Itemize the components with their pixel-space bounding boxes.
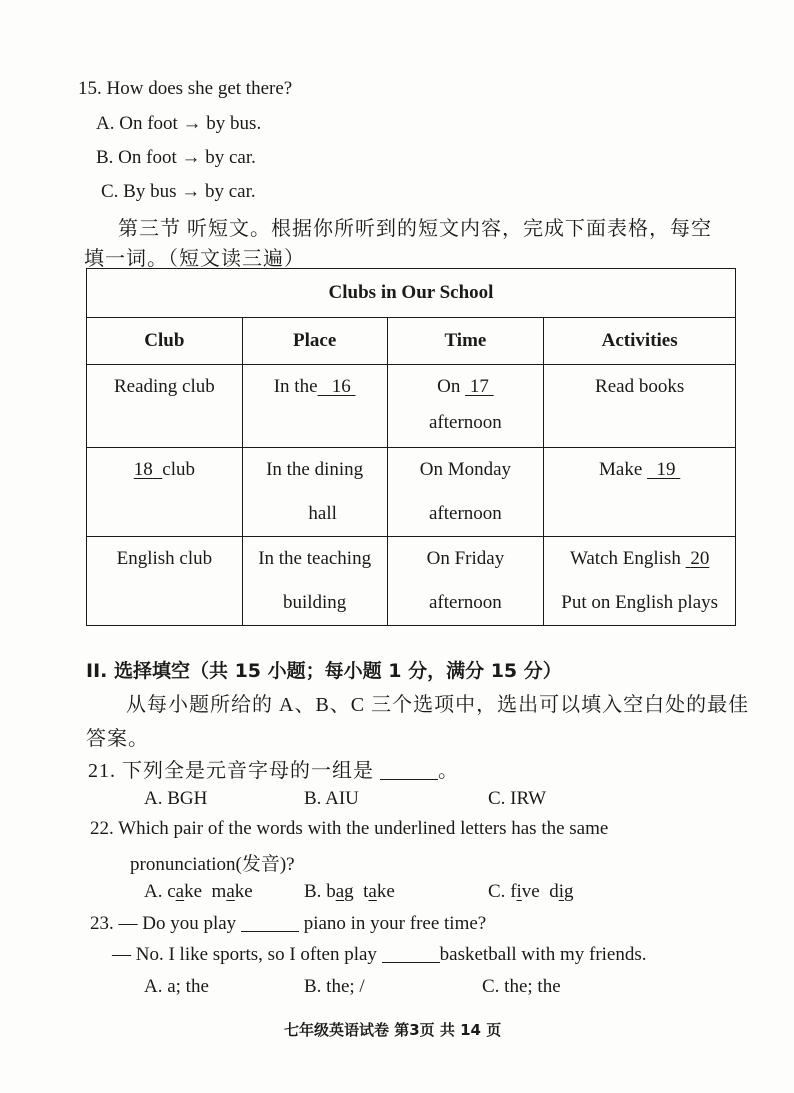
q15-option-a: A. On foot → by bus. — [96, 113, 262, 134]
table-row — [87, 537, 736, 626]
blank-17[interactable]: 17 — [469, 376, 489, 397]
table-row — [87, 365, 736, 448]
q15-option-b: B. On foot → by car. — [96, 147, 256, 168]
q23-option-a: A. a; the — [144, 976, 209, 997]
cell-club: 18 club — [87, 448, 243, 537]
part2-instruction-line2: 答案。 — [86, 728, 149, 750]
cell-place: In the dining hall — [242, 448, 387, 537]
part2-heading: II. 选择填空（共 15 小题；每小题 1 分，满分 15 分） — [86, 660, 562, 682]
cell-activities: Read books — [544, 365, 736, 448]
q21-question: 21. 下列全是元音字母的一组是 。 — [88, 760, 459, 782]
q15-question: 15. How does she get there? — [78, 78, 293, 99]
q23-line1: 23. — Do you play piano in your free time? — [90, 913, 487, 934]
cell-time: On Monday afternoon — [387, 448, 544, 537]
q23-blank-1[interactable] — [241, 912, 299, 932]
blank-16[interactable]: 16 — [331, 376, 351, 397]
table-row — [87, 448, 736, 537]
blank-20[interactable]: 20 — [690, 548, 710, 569]
section3-instruction-line1: 第三节 听短文。根据你所听到的短文内容，完成下面表格，每空 — [118, 218, 712, 240]
q23-line2: — No. I like sports, so I often play basketball with my friends. — [112, 944, 647, 965]
q15-option-c: C. By bus → by car. — [101, 181, 256, 202]
q22-option-a: A. cake make — [144, 881, 253, 902]
q23-blank-2[interactable] — [382, 943, 440, 963]
blank-19[interactable]: 19 — [656, 459, 676, 480]
q22-question-line1: 22. Which pair of the words with the underlined letters has the same — [90, 818, 609, 839]
cell-club: English club — [87, 537, 243, 626]
q22-option-b: B. bag take — [304, 881, 395, 902]
page-footer: 七年级英语试卷 第3页 共 14 页 — [284, 1021, 502, 1039]
q21-option-a: A. BGH — [144, 788, 208, 809]
blank-18[interactable]: 18 — [133, 459, 153, 480]
q21-option-b: B. AIU — [304, 788, 359, 809]
section3-instruction-line2: 填一词。（短文读三遍） — [84, 248, 305, 270]
clubs-table — [86, 268, 736, 626]
part2-instruction-line1: 从每小题所给的 A、B、C 三个选项中，选出可以填入空白处的最佳 — [126, 694, 750, 716]
q22-question-line2: pronunciation(发音)? — [130, 854, 295, 875]
header-activities: Activities — [544, 318, 736, 365]
q22-option-c: C. five dig — [488, 881, 574, 902]
q21-blank[interactable] — [380, 759, 438, 780]
header-place: Place — [242, 318, 387, 365]
cell-place: In the 16 — [242, 365, 387, 448]
table-title: Clubs in Our School — [87, 269, 736, 318]
q23-option-b: B. the; / — [304, 976, 365, 997]
cell-time: On Friday afternoon — [387, 537, 544, 626]
q23-option-c: C. the; the — [482, 976, 561, 997]
header-time: Time — [387, 318, 544, 365]
cell-place: In the teaching building — [242, 537, 387, 626]
cell-activities: Watch English 20 Put on English plays — [544, 537, 736, 626]
cell-time: On 17 afternoon — [387, 365, 544, 448]
q21-option-c: C. IRW — [488, 788, 547, 809]
header-club: Club — [87, 318, 243, 365]
cell-activities: Make 19 — [544, 448, 736, 537]
cell-club: Reading club — [87, 365, 243, 448]
